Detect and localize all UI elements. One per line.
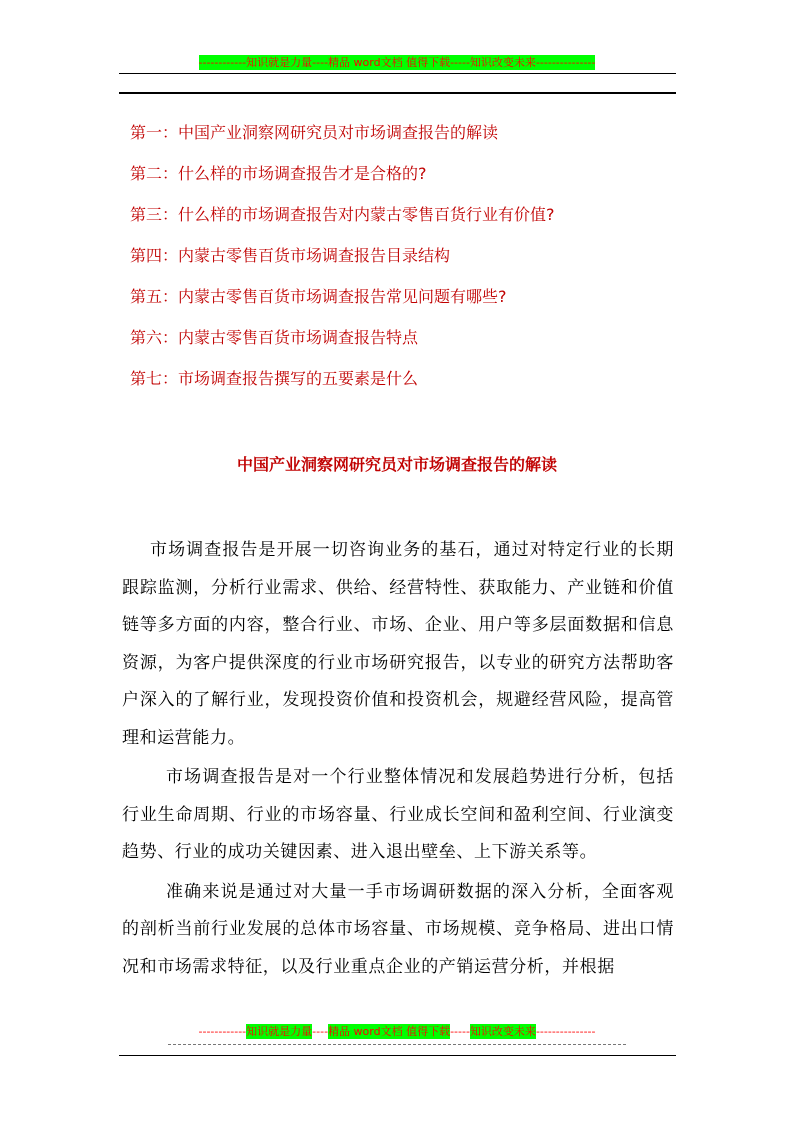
toc-item: 第五：内蒙古零售百货市场调查报告常见问题有哪些? (130, 287, 507, 306)
header-banner-text-3: 知识改变未来 (469, 56, 536, 69)
body-paragraph: 准确来说是通过对大量一手市场调研数据的深入分析，全面客观的剖析当前行业发展的总体市场容量、市场规模、竞争格局、进出口情况和市场需求特征，以及行业重点企业的产销运营分析，并根据 (122, 881, 674, 977)
toc-item: 第三：什么样的市场调查报告对内蒙古零售百货行业有价值? (130, 205, 555, 224)
toc-item: 第一：中国产业洞察网研究员对市场调查报告的解读 (130, 123, 499, 142)
footer-banner-sep-1: ---- (312, 1025, 329, 1038)
footer-banner-text-2: 精品 word文档 值得下载 (328, 1025, 451, 1038)
footer-banner-dash-left: ------------ (198, 1025, 247, 1038)
footer-banner-sep-2: ----- (450, 1025, 470, 1038)
section-body (122, 532, 674, 986)
header-banner-text-2: 精品 word文档 值得下载 (328, 56, 451, 69)
footer-banner-text-3: 知识改变未来 (469, 1025, 536, 1038)
footer-divider (119, 1055, 676, 1056)
header-banner-dash-left: ------------ (198, 56, 247, 69)
header-banner-dash-right: --------------- (535, 56, 596, 69)
toc-item: 第四：内蒙古零售百货市场调查报告目录结构 (130, 246, 451, 265)
header-banner-text-1: 知识就是力量 (246, 56, 313, 69)
body-paragraph: 市场调查报告是对一个行业整体情况和发展趋势进行分析，包括行业生命周期、行业的市场容量、行业成长空间和盈利空间、行业演变趋势、行业的成功关键因素、进入退出壁垒、上下游关系等。 (122, 767, 674, 862)
footer-banner-text-1: 知识就是力量 (246, 1025, 313, 1038)
toc-item: 第六：内蒙古零售百货市场调查报告特点 (130, 328, 419, 347)
table-of-contents (130, 120, 555, 407)
header-banner (0, 56, 794, 70)
header-banner-sep-2: ----- (450, 56, 470, 69)
toc-item: 第二：什么样的市场调查报告才是合格的? (130, 164, 427, 183)
footer-banner-dash-right: --------------- (535, 1025, 596, 1038)
header-divider-thick (119, 92, 676, 94)
header-banner-sep-1: ---- (312, 56, 329, 69)
footer-dashed-divider (168, 1044, 626, 1045)
header-divider (119, 73, 676, 74)
section-title: 中国产业洞察网研究员对市场调查报告的解读 (236, 455, 557, 474)
body-paragraph: 市场调查报告是开展一切咨询业务的基石，通过对特定行业的长期跟踪监测，分析行业需求、供给、经营特性、获取能力、产业链和价值链等多方面的内容，整合行业、市场、企业、用户等多层面数据和信息资源，为客户提供深度的行业市场研究报告，以专业的研究方法帮助客户深入的了解行业，发现投资价值和投资机会，规避经营风险，提高管理和运营能力。 (122, 540, 674, 748)
toc-item: 第七：市场调查报告撰写的五要素是什么 (130, 369, 419, 388)
footer-banner (0, 1025, 794, 1039)
